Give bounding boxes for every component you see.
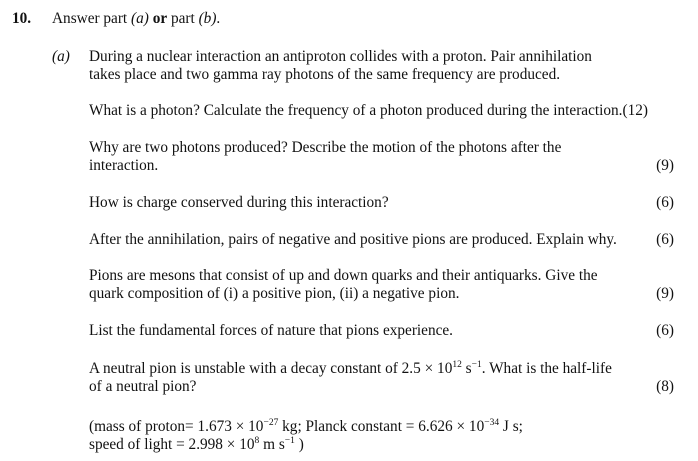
paragraph-line: quark composition of (i) a positive pion, (ii) a negative pion. [89, 285, 460, 302]
part-label: (a) [52, 48, 70, 65]
paragraph-line: interaction. [89, 157, 159, 174]
paragraph-line: How is charge conserved during this interaction? [89, 194, 389, 211]
constants-line-2: speed of light = $2.998 \times 10^8$ m $s^{-1}$ ) [89, 436, 304, 453]
paragraph-forces [89, 322, 679, 340]
paragraph-intro [89, 48, 679, 84]
paragraph-pions [89, 231, 679, 249]
question-header [52, 10, 220, 28]
paragraph-line: List the fundamental forces of nature that pions experience. [89, 322, 454, 339]
question-number: 10. [12, 10, 32, 27]
halflife-line-2: of a neutral pion? [89, 378, 197, 395]
header-post: . [216, 10, 221, 27]
paragraph-line: Why are two photons produced? Describe the motion of the photons after the [89, 139, 562, 156]
paragraph-line: During a nuclear interaction an antiproton collides with a proton. Pair annihilation [89, 48, 592, 65]
marks-label: (6) [656, 322, 674, 339]
constants-line-1: (mass of proton= $1.673 \times 10^{-27}$ kg; Planck constant = $6.626 \times 10^{-34}$ J s; [89, 418, 523, 435]
paragraph-line: After the annihilation, pairs of negative and positive pions are produced. Explain why. [89, 231, 617, 248]
paragraph-charge [89, 194, 679, 212]
marks-label: (6) [656, 231, 674, 248]
marks-label: (9) [656, 157, 674, 174]
header-mid: part [167, 10, 199, 27]
marks-label: (9) [656, 285, 674, 302]
marks-label: (6) [656, 194, 674, 211]
paragraph-quarks [89, 267, 679, 303]
paragraph-line: takes place and two gamma ray photons of the same frequency are produced. [89, 66, 561, 83]
marks-label: (8) [656, 378, 674, 395]
constants-block [89, 418, 679, 454]
paragraph-photon [89, 102, 679, 120]
header-or: or [152, 10, 168, 27]
paragraph-halflife [89, 360, 679, 396]
header-pre: Answer part [52, 10, 132, 27]
paragraph-line: Pions are mesons that consist of up and down quarks and their antiquarks. Give the [89, 267, 598, 284]
header-part-b: (b) [198, 10, 217, 27]
paragraph-two-photons [89, 139, 679, 175]
halflife-line-1: A neutral pion is unstable with a decay constant of $2.5 \times 10^{12}$ $s^{-1}$. What is the half-life [89, 360, 612, 377]
paragraph-line: What is a photon? Calculate the frequency of a photon produced during the interaction.(12) [89, 102, 648, 119]
header-part-a: (a) [131, 10, 149, 27]
